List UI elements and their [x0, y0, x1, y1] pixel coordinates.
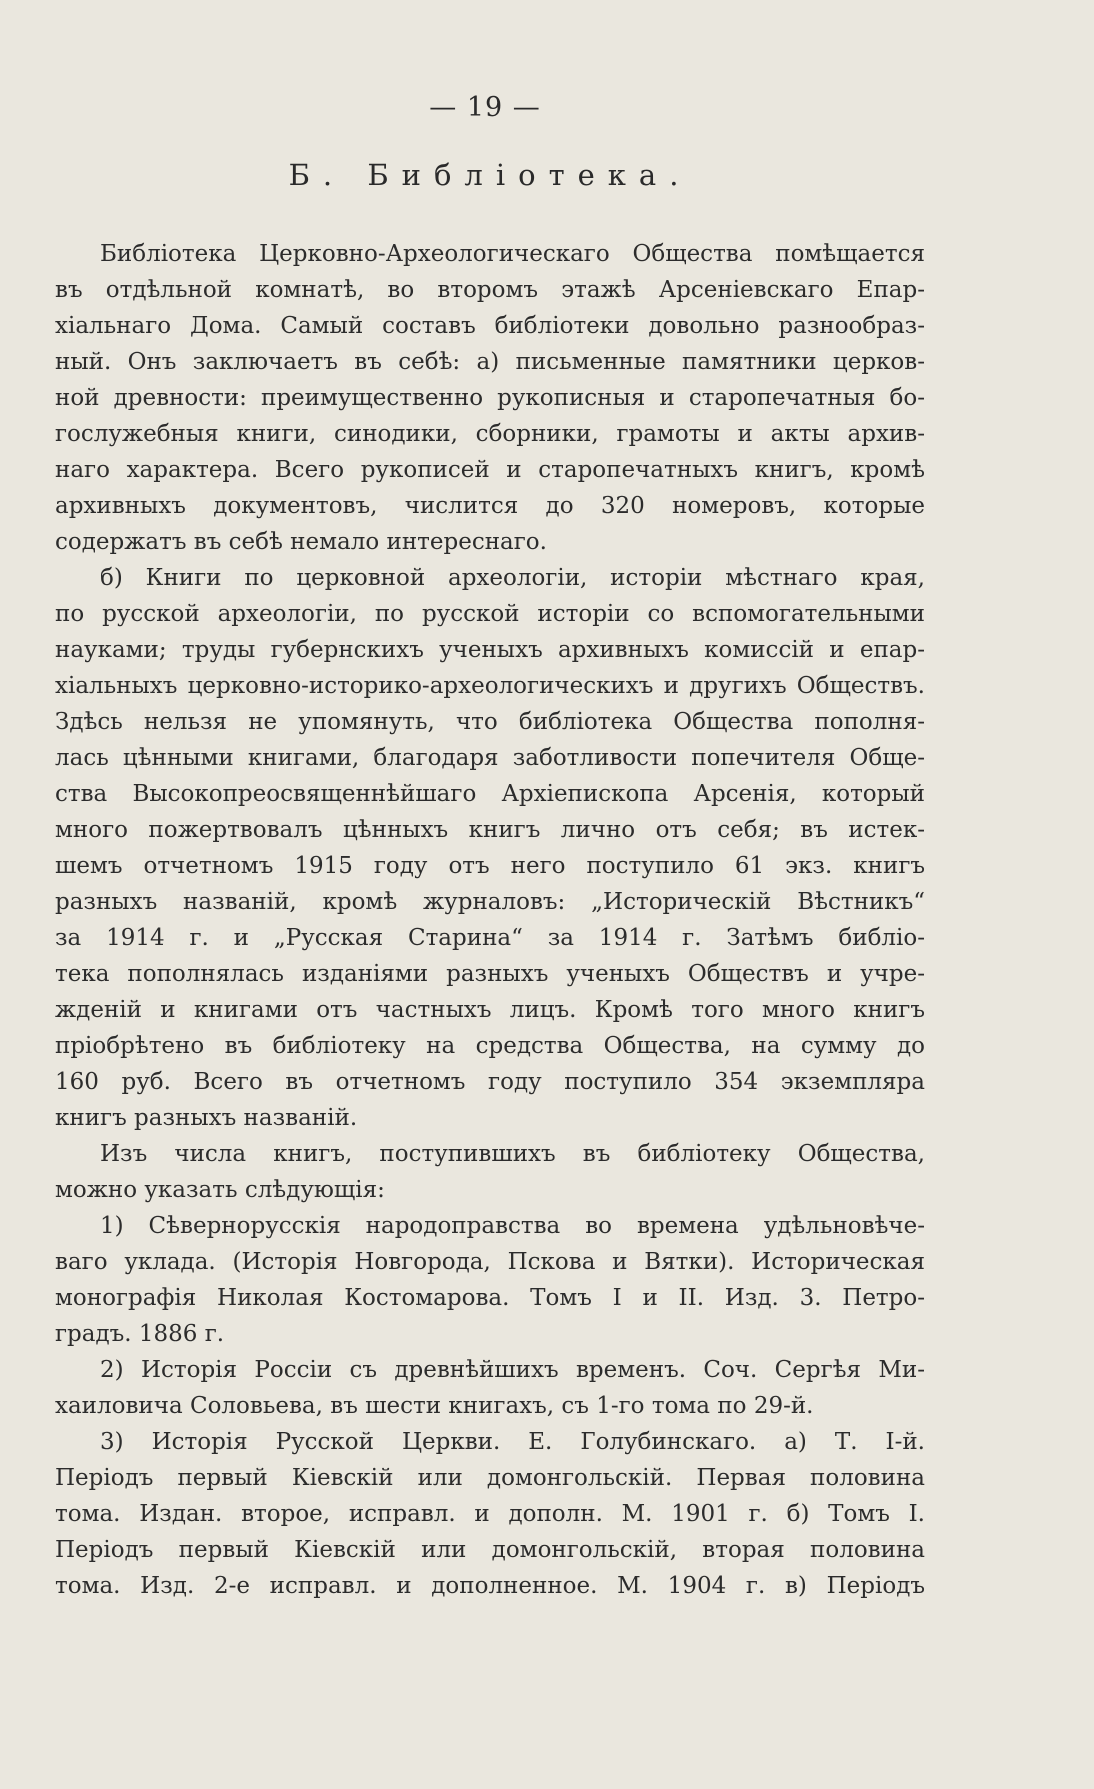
page-number: — 19 — — [429, 92, 541, 123]
text-line: хаиловича Соловьева, въ шести книгахъ, съ 1-го тома по 29-й. — [55, 1393, 814, 1419]
text-line: ной древности: преимущественно рукописныя и старопечатныя бо- — [55, 385, 925, 411]
text-line: Библіотека Церковно-Археологическаго Общества помѣщается — [100, 241, 925, 267]
text-line: 2) Исторія Россіи съ древнѣйшихъ временъ. Соч. Сергѣя Ми- — [100, 1357, 925, 1383]
text-line: жденій и книгами отъ частныхъ лицъ. Кромѣ того много книгъ — [55, 997, 925, 1023]
text-line: въ отдѣльной комнатѣ, во второмъ этажѣ Арсеніевскаго Епар- — [55, 277, 925, 303]
text-line: тома. Издан. второе, исправл. и дополн. М. 1901 г. б) Томъ I. — [55, 1501, 925, 1527]
text-line: наго характера. Всего рукописей и старопечатныхъ книгъ, кромѣ — [55, 457, 925, 483]
text-line: 160 руб. Всего въ отчетномъ году поступило 354 экземпляра — [55, 1069, 925, 1095]
text-line: книгъ разныхъ названій. — [55, 1105, 358, 1131]
text-line: ваго уклада. (Исторія Новгорода, Пскова и Вятки). Историческая — [55, 1249, 925, 1275]
text-line: тома. Изд. 2-е исправл. и дополненное. М. 1904 г. в) Періодъ — [55, 1573, 925, 1599]
text-line: за 1914 г. и „Русская Старина“ за 1914 г. Затѣмъ библіо- — [55, 925, 925, 951]
text-line: ства Высокопреосвященнѣйшаго Архіепископа Арсенія, который — [55, 781, 925, 807]
text-line: лась цѣнными книгами, благодаря заботливости попечителя Обще- — [55, 745, 925, 771]
text-line: содержатъ въ себѣ немало интереснаго. — [55, 529, 547, 555]
text-line: разныхъ названій, кромѣ журналовъ: „Историческій Вѣстникъ“ — [55, 889, 925, 915]
text-line: гослужебныя книги, синодики, сборники, грамоты и акты архив- — [55, 421, 925, 447]
text-line: Періодъ первый Кіевскій или домонгольскій. Первая половина — [55, 1465, 925, 1491]
text-line: пріобрѣтено въ библіотеку на средства Общества, на сумму до — [55, 1033, 925, 1059]
text-line: науками; труды губернскихъ ученыхъ архивныхъ комиссій и епар- — [55, 637, 925, 663]
text-line: 3) Исторія Русской Церкви. Е. Голубинскаго. а) Т. I-й. — [100, 1429, 925, 1455]
section-title: Б. Библіотека. — [288, 158, 692, 192]
text-line: по русской археологіи, по русской исторіи со вспомогательными — [55, 601, 925, 627]
text-line: 1) Сѣвернорусскія народоправства во времена удѣльновѣче- — [100, 1213, 925, 1239]
text-line: Изъ числа книгъ, поступившихъ въ библіотеку Общества, — [100, 1141, 925, 1167]
text-line: монографія Николая Костомарова. Томъ I и II. Изд. 3. Петро- — [55, 1285, 925, 1311]
text-line: много пожертвовалъ цѣнныхъ книгъ лично отъ себя; въ истек- — [55, 817, 925, 843]
text-line: архивныхъ документовъ, числится до 320 номеровъ, которые — [55, 493, 925, 519]
text-line: хіальныхъ церковно-историко-археологическихъ и другихъ Обществъ. — [55, 673, 925, 699]
text-line: Здѣсь нельзя не упомянуть, что библіотека Общества пополня- — [55, 709, 925, 735]
text-line: можно указать слѣдующія: — [55, 1177, 385, 1203]
text-line: ный. Онъ заключаетъ въ себѣ: а) письменные памятники церков- — [55, 349, 925, 375]
text-line: градъ. 1886 г. — [55, 1321, 225, 1347]
text-line: хіальнаго Дома. Самый составъ библіотеки довольно разнообраз- — [55, 313, 925, 339]
text-line: шемъ отчетномъ 1915 году отъ него поступило 61 экз. книгъ — [55, 853, 925, 879]
text-line: б) Книги по церковной археологіи, исторіи мѣстнаго края, — [100, 565, 925, 591]
text-line: тека пополнялась изданіями разныхъ ученыхъ Обществъ и учре- — [55, 961, 925, 987]
text-line: Періодъ первый Кіевскій или домонгольскій, вторая половина — [55, 1537, 925, 1563]
